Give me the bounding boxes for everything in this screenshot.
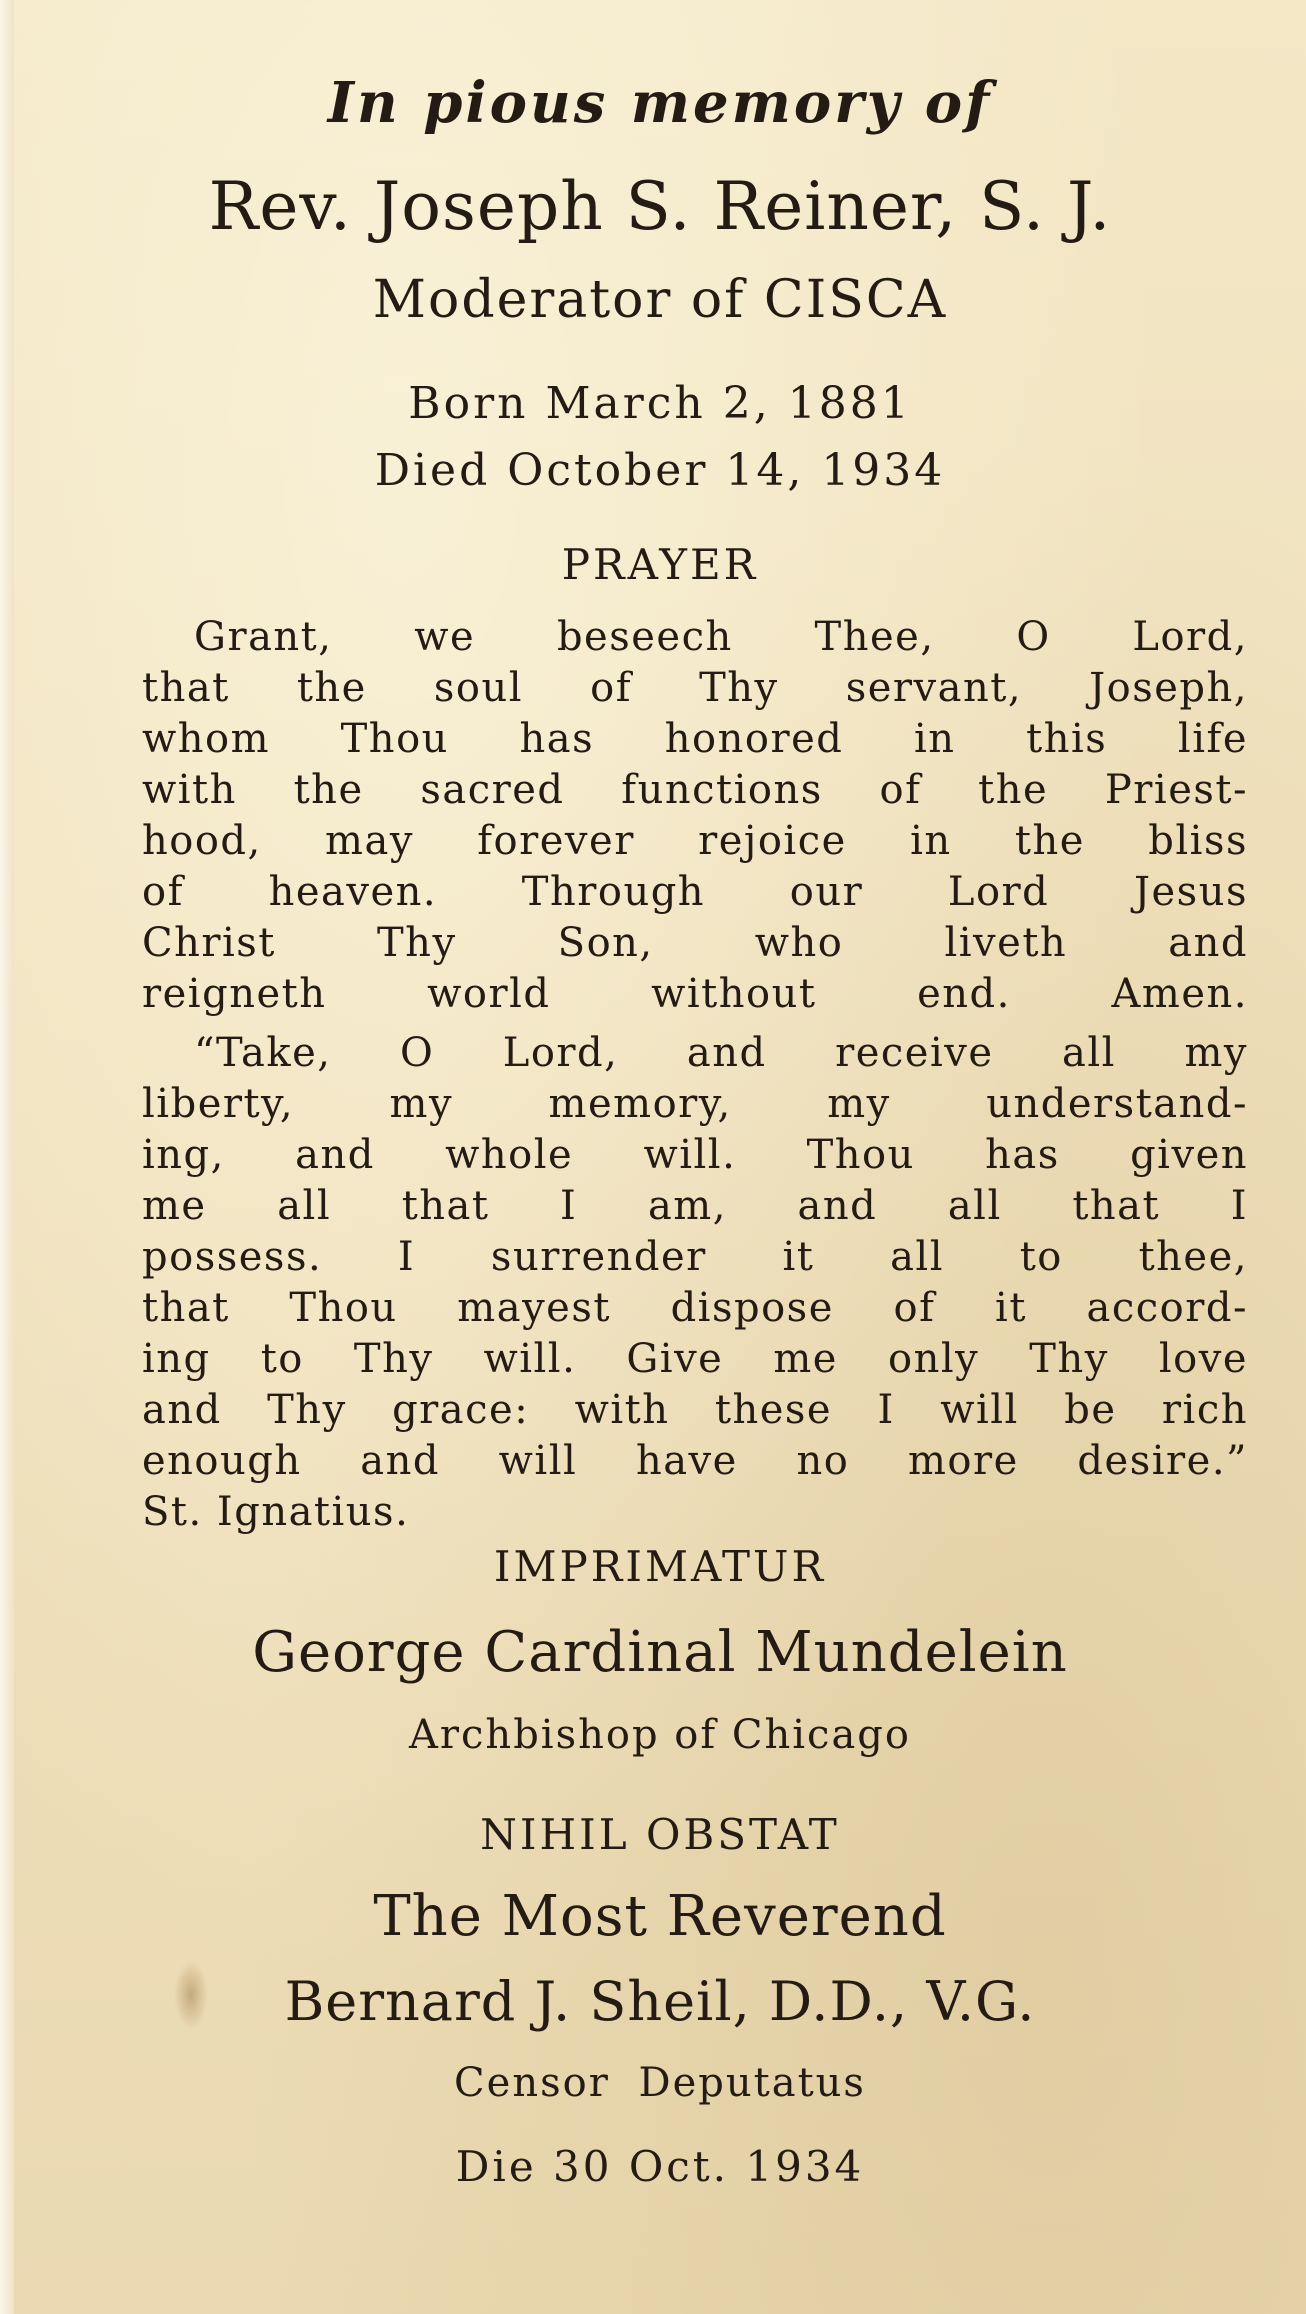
memorial-card: [14, 0, 1306, 2314]
prayer-line: hood, may forever rejoice in the bliss: [142, 818, 1248, 864]
death-date: Died October 14, 1934: [374, 445, 946, 496]
nihil-obstat-heading: NIHIL OBSTAT: [480, 1810, 840, 1859]
nihil-obstat-date: Die 30 Oct. 1934: [455, 2142, 865, 2191]
quote-line: and Thy grace: with these I will be rich: [142, 1387, 1248, 1433]
quote-line: that Thou mayest dispose of it accord-: [142, 1285, 1248, 1331]
birth-date: Born March 2, 1881: [408, 378, 912, 429]
quote-line: ing to Thy will. Give me only Thy love: [142, 1336, 1248, 1382]
imprimatur-title: Archbishop of Chicago: [409, 1712, 911, 1758]
nihil-obstat-name: Bernard J. Sheil, D.D., V.G.: [284, 1970, 1036, 2033]
deceased-role: Moderator of CISCA: [372, 270, 948, 330]
nihil-obstat-title: Censor Deputatus: [454, 2060, 866, 2106]
quote-line: possess. I surrender it all to thee,: [142, 1234, 1248, 1280]
quote-attribution: St. Ignatius.: [142, 1489, 410, 1535]
prayer-line: reigneth world without end. Amen.: [142, 971, 1248, 1017]
deceased-name: Rev. Joseph S. Reiner, S. J.: [208, 168, 1112, 245]
quote-line: me all that I am, and all that I: [142, 1183, 1248, 1229]
prayer-line: of heaven. Through our Lord Jesus: [142, 869, 1248, 915]
quote-line: liberty, my memory, my understand-: [142, 1081, 1248, 1127]
ignatius-quote: [142, 1028, 1248, 1538]
quote-line: enough and will have no more desire.”: [142, 1438, 1248, 1484]
prayer-heading: PRAYER: [561, 540, 759, 589]
imprimatur-name: George Cardinal Mundelein: [252, 1620, 1068, 1685]
nihil-obstat-line1: The Most Reverend: [373, 1884, 947, 1949]
prayer-text: [142, 612, 1248, 1020]
quote-line: ing, and whole will. Thou has given: [142, 1132, 1248, 1178]
quote-line: “Take, O Lord, and receive all my: [194, 1030, 1248, 1076]
imprimatur-heading: IMPRIMATUR: [493, 1542, 827, 1591]
prayer-line: with the sacred functions of the Priest-: [142, 767, 1248, 813]
prayer-line: that the soul of Thy servant, Joseph,: [142, 665, 1248, 711]
prayer-line: Grant, we beseech Thee, O Lord,: [194, 614, 1248, 660]
prayer-line: Christ Thy Son, who liveth and: [142, 920, 1248, 966]
card-left-edge: [0, 0, 14, 2314]
prayer-line: whom Thou has honored in this life: [142, 716, 1248, 762]
memory-line: In pious memory of: [327, 70, 993, 136]
